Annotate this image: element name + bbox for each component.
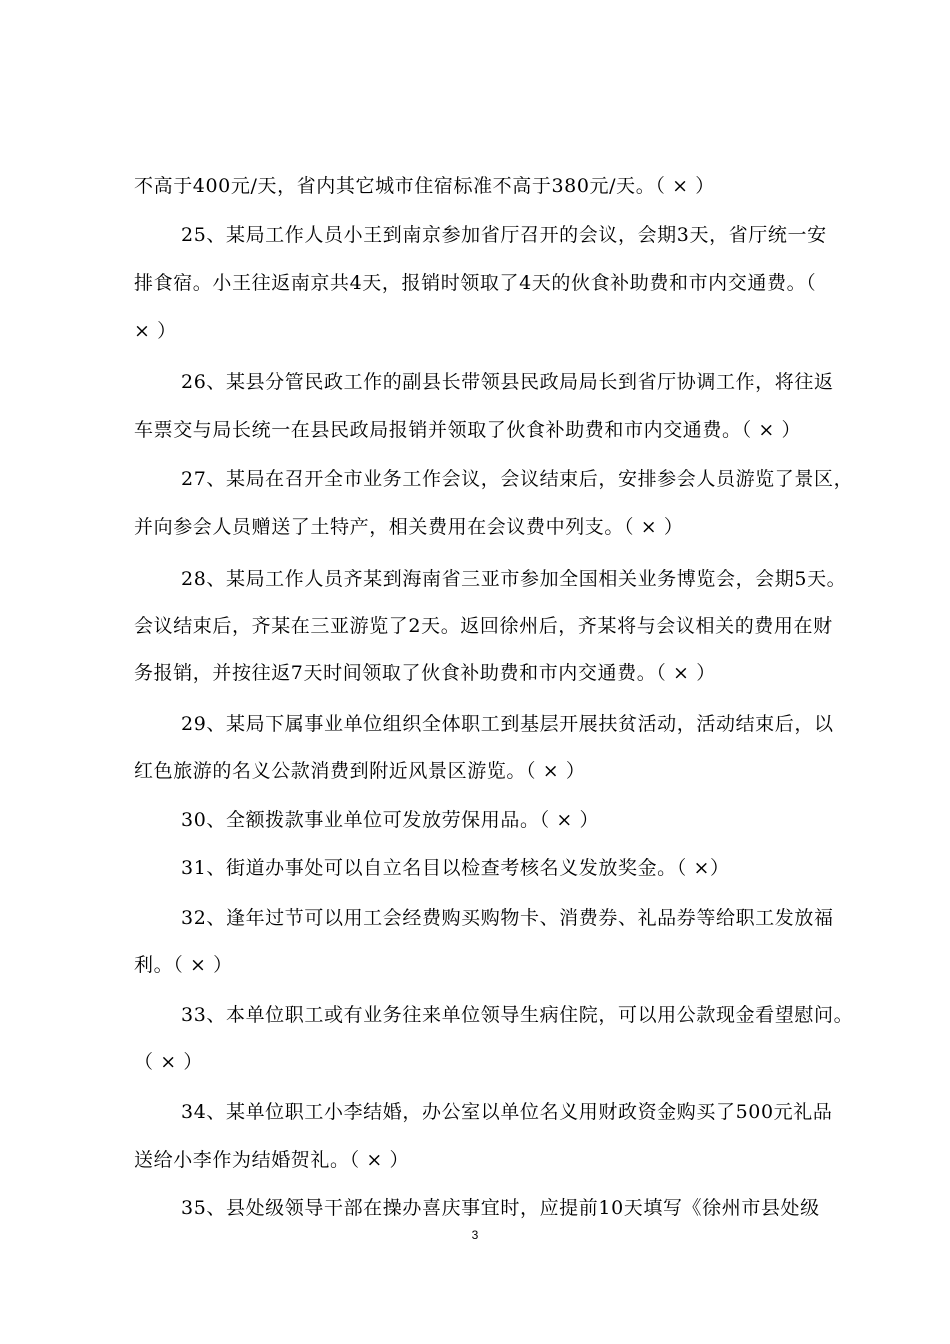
question-28-line-2: 会议结束后，齐某在三亚游览了2天。返回徐州后，齐某将与会议相关的费用在财: [134, 615, 833, 637]
question-30-line-1: 30、全额拨款事业单位可发放劳保用品。（ × ）: [181, 809, 600, 831]
question-25-line-1: 25、某局工作人员小王到南京参加省厅召开的会议，会期3天，省厅统一安: [181, 224, 827, 246]
question-32-line-2: 利。（ × ）: [134, 954, 233, 976]
question-25-line-2: 排食宿。小王往返南京共4天，报销时领取了4天的伙食补助费和市内交通费。（: [134, 272, 817, 294]
question-31-line-1: 31、街道办事处可以自立名目以检查考核名义发放奖金。（ ×）: [181, 857, 730, 879]
question-29-line-2: 红色旅游的名义公款消费到附近风景区游览。（ × ）: [134, 760, 586, 782]
text-line: 不高于400元/天，省内其它城市住宿标准不高于380元/天。（ × ）: [134, 175, 715, 197]
question-27-line-1: 27、某局在召开全市业务工作会议，会议结束后，安排参会人员游览了景区，: [181, 468, 854, 490]
question-33-line-2: （ × ）: [134, 1051, 203, 1073]
question-28-line-1: 28、某局工作人员齐某到海南省三亚市参加全国相关业务博览会，会期5天。: [181, 568, 847, 590]
question-27-line-2: 并向参会人员赠送了土特产，相关费用在会议费中列支。（ × ）: [134, 516, 684, 538]
question-29-line-1: 29、某局下属事业单位组织全体职工到基层开展扶贫活动，活动结束后，以: [181, 713, 834, 735]
question-26-line-2: 车票交与局长统一在县民政局报销并领取了伙食补助费和市内交通费。（ × ）: [134, 419, 802, 441]
question-34-line-2: 送给小李作为结婚贺礼。（ × ）: [134, 1149, 410, 1171]
question-32-line-1: 32、逢年过节可以用工会经费购买购物卡、消费券、礼品券等给职工发放福: [181, 907, 834, 929]
question-35-line-1: 35、县处级领导干部在操办喜庆事宜时，应提前10天填写《徐州市县处级: [181, 1197, 820, 1219]
question-34-line-1: 34、某单位职工小李结婚，办公室以单位名义用财政资金购买了500元礼品: [181, 1101, 833, 1123]
question-28-line-3: 务报销，并按往返7天时间领取了伙食补助费和市内交通费。（ × ）: [134, 662, 716, 684]
question-25-line-3: × ）: [134, 320, 177, 342]
question-26-line-1: 26、某县分管民政工作的副县长带领县民政局局长到省厅协调工作，将往返: [181, 371, 834, 393]
page-number: 3: [471, 1228, 479, 1242]
question-33-line-1: 33、本单位职工或有业务往来单位领导生病住院，可以用公款现金看望慰问。: [181, 1004, 854, 1026]
